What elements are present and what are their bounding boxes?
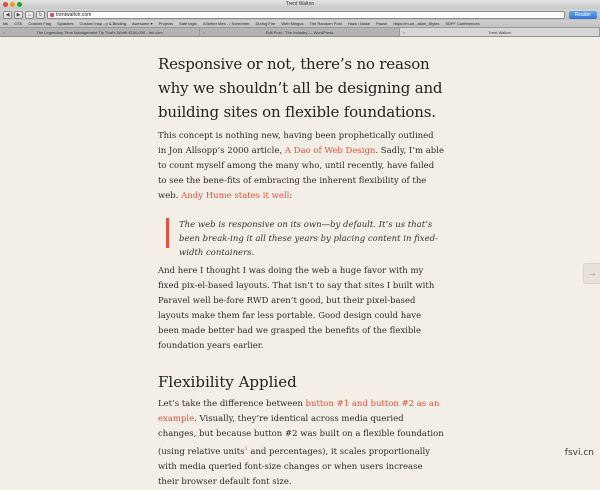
bookmarks-bar [0,20,600,28]
bookmark-item[interactable]: lnk [3,21,9,26]
bookmark-item[interactable]: https://m.uri...ation_Styles [393,21,440,26]
andy-hume-link[interactable]: Andy Hume states it well [181,191,290,201]
tab-label: The Legendary Time Management Tip That's Worth $150,000 - Inc.com [36,30,163,35]
bookmark-item[interactable]: Custom Insp - p & Binding [79,21,126,26]
close-tab-icon[interactable]: × [203,30,206,35]
bookmark-item[interactable]: The Random Post [309,21,342,26]
bookmark-item[interactable]: Safe login [179,21,197,26]
bookmark-item[interactable]: During Fire [255,21,276,26]
tab-bar [0,28,600,37]
close-tab-icon[interactable]: × [403,30,406,35]
window-title: Trent Walton [285,1,315,7]
browser-toolbar [0,9,600,20]
tab-trent-walton[interactable] [400,28,600,36]
article [158,52,444,490]
dao-of-web-design-link[interactable]: A Dao of Web Design [284,146,376,156]
bookmark-item[interactable]: Projects [158,21,174,26]
footnote-marker[interactable]: 1 [244,446,248,452]
bookmark-item[interactable]: Web Mingus [281,21,304,26]
bookmark-item[interactable]: Splashes [57,21,74,26]
back-button[interactable]: ◀ [3,11,12,19]
intro-paragraph [158,129,444,204]
window-controls [3,2,22,7]
paragraph-text: and percentages), it scales proportionally with media queried font-size changes or when users increase their browser default font size. [158,446,431,487]
address-bar-url: trentwalton.com [56,11,92,18]
bookmark-item[interactable]: Hack / Make [347,21,370,26]
home-button[interactable]: ⌂ [25,11,34,19]
bookmark-item[interactable]: A Better Mex - / Schechter [202,21,250,26]
tab-wordpress[interactable] [200,28,400,36]
tab-inc[interactable] [0,28,200,36]
zoom-window-button[interactable] [17,2,22,7]
paragraph-text: This concept is nothing new, having been prophetically outlined in Jon Allsopp’s 2000 article, [158,131,434,156]
reload-button[interactable]: ↻ [36,11,45,19]
bookmark-item[interactable]: SDFF Conferences [445,21,480,26]
address-bar[interactable] [47,11,565,19]
tab-label: Edit Post · The Industry — WordPress [265,30,334,35]
window-titlebar [0,0,600,9]
close-tab-icon[interactable]: × [3,30,6,35]
forward-button[interactable]: ▶ [14,11,23,19]
close-window-button[interactable] [3,2,8,7]
paragraph-text: . Visually, they’re identical across media queried changes, but because button #2 was built on a flexible foundation (using relative units [158,414,444,457]
bookmark-item[interactable]: Custom Flag [28,21,52,26]
bookmark-item[interactable]: Pause [375,21,388,26]
paragraph-text: Let’s take the difference between [158,399,306,409]
watermark: fsvi.cn [564,448,594,458]
article-heading: Responsive or not, there’s no reason why we shouldn’t all be designing and building sites on flexible foundations. [158,55,443,121]
pull-quote: The web is responsive on its own—by default. It’s us that’s been break-ing it all these years by placing content in fixed-width containers. [166,218,444,248]
bookmark-item[interactable]: CSS [14,21,23,26]
next-article-arrow-icon[interactable]: → [583,263,600,284]
body-paragraph: And here I thought I was doing the web a huge favor with my fixed pix-el-based layouts. That isn’t to say that sites I built with Paravel well be-fore RWD aren’t good, but their pixel-based layouts make them far less portable. Good design could have been made better had we grasped the benefits of the flexible foundation years earlier. [158,266,435,351]
minimize-window-button[interactable] [10,2,15,7]
paragraph-text: . Sadly, I’m able to count myself among the many who, until recently, have failed to see the bene-fits of embracing the inherent flexibility of the web. [158,146,445,201]
paragraph-text: : [289,191,293,201]
section-heading: Flexibility Applied [158,373,297,391]
site-favicon-icon [50,13,54,17]
bookmark-item[interactable]: Awesome ▾ [131,21,153,26]
tab-label: Trent Walton [488,30,511,35]
button-example-link[interactable]: button #1 and button #2 as an example [158,399,440,424]
reader-button[interactable]: Reader [569,11,597,19]
body-paragraph [158,397,444,490]
